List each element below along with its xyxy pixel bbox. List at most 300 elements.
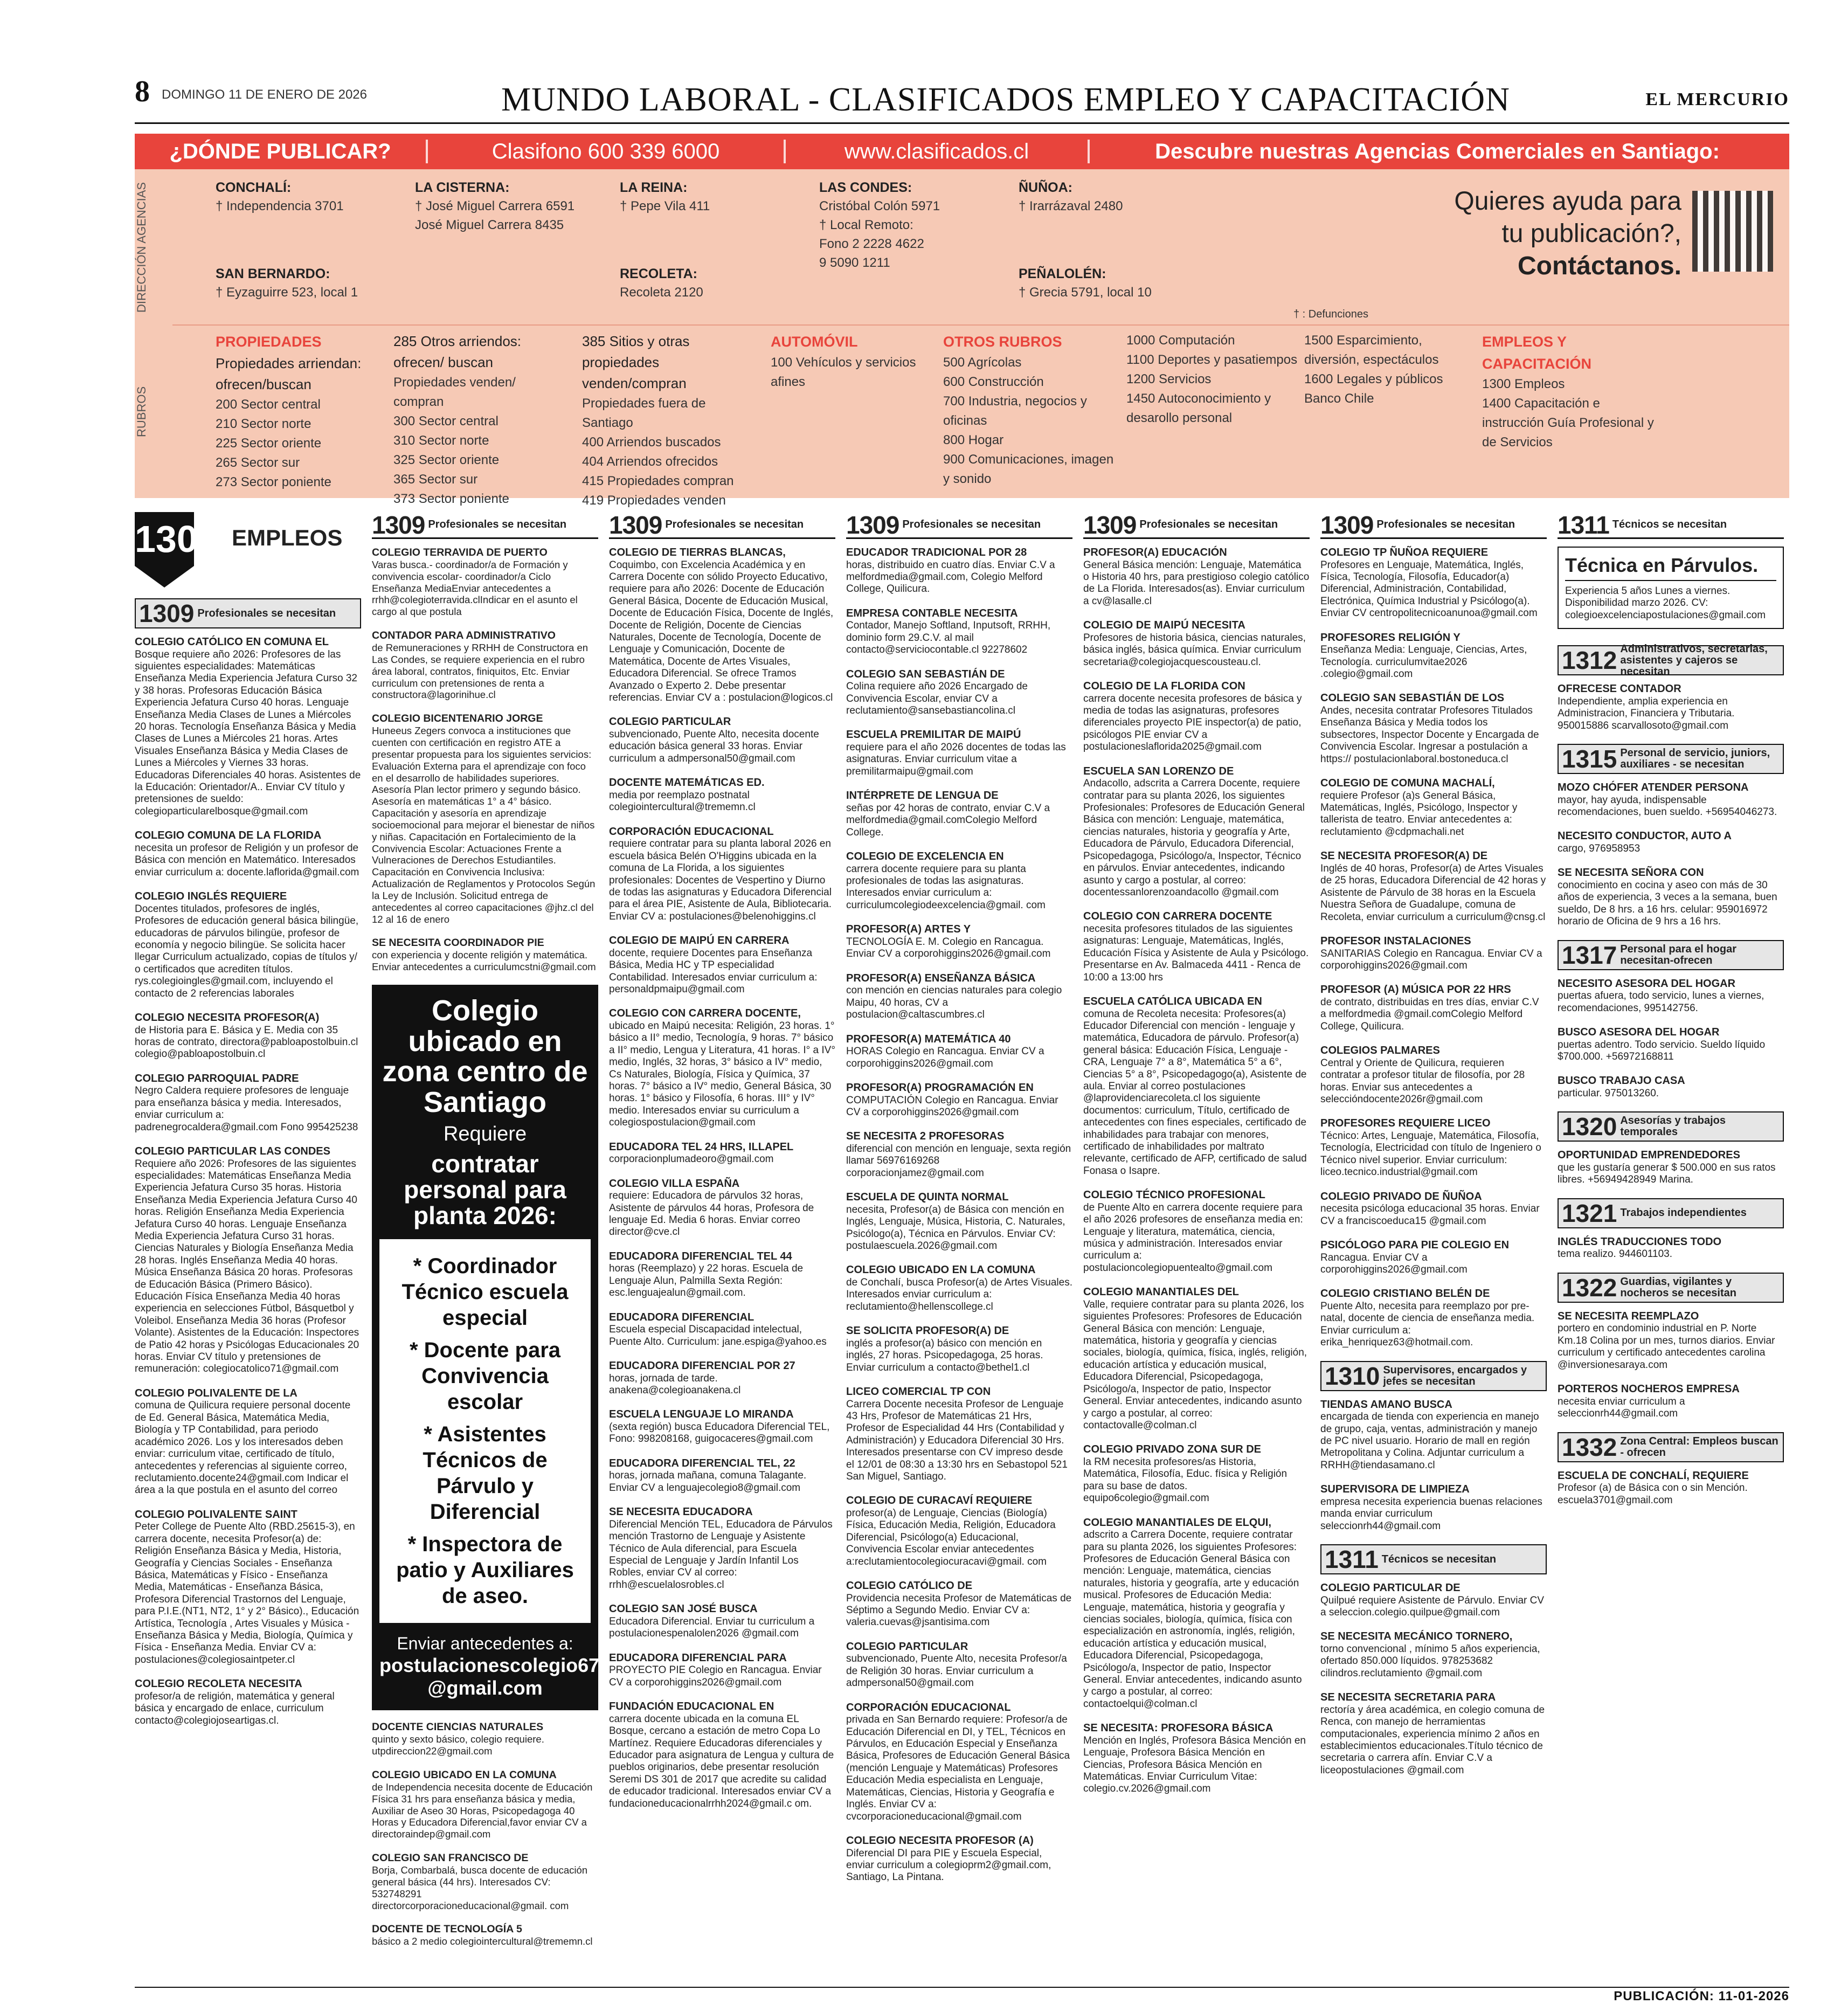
agency-address: † Grecia 5791, local 10 — [1019, 285, 1152, 300]
column-header — [1558, 512, 1784, 539]
boxed-ad-body: Experiencia 5 años Lunes a viernes. Disponibilidad marzo 2026. CV: colegioexcelenciapostulaciones@gmail.com — [1565, 585, 1766, 621]
rubro-item[interactable]: 900 Comunicaciones, imagen y sonido — [943, 452, 1114, 486]
classified-ad[interactable] — [846, 790, 1072, 839]
category-label: Trabajos independientes — [1620, 1207, 1747, 1219]
rubro-item[interactable]: 1200 Servicios — [1126, 372, 1212, 386]
classified-ad[interactable] — [1083, 680, 1310, 754]
ad-body: necesita enviar curriculum a seleccionrh44@gmail.com — [1558, 1395, 1685, 1420]
category-label: Técnicos se necesitan — [1612, 519, 1727, 530]
classified-ad[interactable] — [846, 1325, 1072, 1374]
column-header — [1083, 512, 1310, 539]
classified-ad[interactable] — [1320, 632, 1547, 681]
agency-address: † José Miguel Carrera 6591 — [415, 199, 575, 214]
category-label: Profesionales se necesitan — [197, 607, 336, 619]
classified-ad[interactable] — [372, 1923, 598, 1947]
ad-body: torno convencional , mínimo 5 años experiencia, ofertado 850.000 líquidos. 978253682 cilindros.reclutamiento @gmail.com — [1320, 1643, 1540, 1679]
agency-address: † Local Remoto: — [819, 218, 913, 233]
rubro-title: AUTOMÓVIL — [771, 334, 858, 350]
ad-heading: PROFESOR(A) ENSEÑANZA BÁSICA — [846, 972, 1036, 984]
classified-ad[interactable] — [846, 1082, 1072, 1118]
agency-name: ÑUÑOA: — [1019, 180, 1072, 195]
ad-heading: PSICÓLOGO PARA PIE COLEGIO EN — [1320, 1239, 1510, 1251]
agency-entry — [216, 178, 344, 216]
agency-entry — [620, 178, 710, 216]
ad-heading: COLEGIOS PALMARES — [1320, 1045, 1440, 1057]
section-title: MUNDO LABORAL - CLASIFICADOS EMPLEO Y CAPACITACIÓN — [501, 81, 1510, 118]
ad-body: Contador, Manejo Softland, Inputsoft, RRHH, dominio form 29.C.V. al mail contacto@serviciocontable.cl 92278602 — [846, 620, 1051, 656]
classified-ad[interactable] — [846, 729, 1072, 778]
agencies-heading: Descubre nuestras Agencias Comerciales en Santiago: — [1155, 139, 1720, 163]
classified-ad[interactable] — [372, 547, 598, 618]
boxed-ad-tecnica[interactable] — [1558, 547, 1784, 629]
classified-ad[interactable] — [609, 1360, 835, 1397]
rubro-item[interactable]: Propiedades venden/ compran — [393, 375, 516, 409]
category-number: 1320 — [1562, 1112, 1617, 1141]
rubro-group — [943, 331, 1116, 489]
ad-heading: EMPRESA CONTABLE NECESITA — [846, 607, 1018, 619]
category-number: 1309 — [1320, 510, 1374, 539]
rubro-item[interactable]: 419 Propiedades venden — [582, 493, 726, 508]
classified-ad[interactable] — [846, 1641, 1072, 1690]
classified-ad[interactable] — [1320, 1045, 1547, 1105]
ad-body: de Puente Alto en carrera docente requiere para el año 2026 profesores de enseñanza media en: Lenguaje y literatura, matemática, ciencia, música y administración. Interesados enviar curriculum a: postulacioncolegiopuentealto@gmail.com — [1083, 1201, 1303, 1274]
side-label-agencies: DIRECCIÓN AGENCIAS — [135, 182, 148, 313]
ad-body: de Historia para E. Básica y E. Media con 35 horas de contrato, directora@pabloapostolbuin.cl colegio@pabloapostolbuin.cl — [135, 1024, 358, 1060]
classified-ad[interactable] — [1083, 1517, 1310, 1711]
ad-heading: EDUCADORA DIFERENCIAL — [609, 1311, 755, 1323]
rubro-item[interactable]: 273 Sector poniente — [216, 474, 331, 489]
classified-ad[interactable] — [846, 851, 1072, 911]
section-number: 1300 — [135, 512, 194, 566]
rubro-subtitle: 285 Otros arriendos: ofrecen/ buscan — [393, 333, 522, 370]
ad-heading: ESCUELA PREMILITAR DE MAIPÚ — [846, 729, 1021, 741]
divider — [1088, 140, 1090, 163]
classified-ad[interactable] — [1320, 1691, 1547, 1777]
classified-ad[interactable] — [846, 923, 1072, 960]
qr-code-icon[interactable] — [1692, 191, 1773, 272]
position-item: * Inspectora de patio y Auxiliares de aseo. — [396, 1532, 574, 1608]
ad-heading: SE NECESITA MECÁNICO TORNERO, — [1320, 1630, 1513, 1643]
ad-heading: SE NECESITA COORDINADOR PIE — [372, 937, 544, 949]
ad-heading: SE NECESITA PROFESOR(A) DE — [1320, 850, 1488, 862]
category-header — [1320, 1544, 1547, 1574]
classified-ad[interactable] — [609, 1506, 835, 1591]
classified-ad[interactable] — [1558, 1383, 1784, 1420]
ad-heading: COLEGIO TERRAVIDA DE PUERTO — [372, 547, 548, 558]
agency-name: CONCHALÍ: — [216, 180, 292, 195]
ad-body: empresa necesita experiencia buenas relaciones manda enviar curriculum seleccionrh44@gmail.com — [1320, 1496, 1542, 1532]
classified-ad[interactable] — [1558, 1149, 1784, 1186]
ad-body: Bosque requiere año 2026: Profesores de las siguientes especialidades: Matemáticas Enseñanza Media Experiencia Jefatura Curso 32 y 38 horas. Profesoras Educación Básica Experiencia Jefatura Curso 40 horas. Lenguaje Enseñanza Media Clases de Lunes a Miércoles 20 horas. Tecnología Enseñanza Básica y Media Clases de Lunes a Miércoles 21 horas. Artes Visuales Enseñanza Básica y Media Clases de Lunes a Miércoles y Viernes 33 horas. Educadoras Diferenciales 40 horas. Asistentes de la Educación: Orientador/A.. Enviar CV título y pretensiones de sueldo: colegioparticularelbosque@gmail.com — [135, 648, 361, 817]
category-header — [1558, 940, 1784, 970]
ad-heading: COLEGIO BICENTENARIO JORGE — [372, 713, 543, 725]
ad-body: Rancagua. Enviar CV a corporohiggins2026@gmail.com — [1320, 1252, 1468, 1275]
ad-heading: COLEGIO SAN SEBASTIÁN DE — [846, 668, 1005, 680]
rubro-item[interactable]: 265 Sector sur — [216, 455, 300, 470]
agency-entry — [1019, 264, 1152, 302]
agency-entry — [415, 178, 575, 235]
rubro-item[interactable]: 200 Sector central — [216, 397, 321, 412]
ad-heading: COLEGIO CON CARRERA DOCENTE, — [609, 1007, 801, 1020]
ad-heading: EDUCADORA TEL 24 HRS, ILLAPEL — [609, 1141, 794, 1153]
classified-ad[interactable] — [372, 1721, 598, 1757]
classified-ad[interactable] — [1558, 683, 1784, 732]
classified-ad[interactable] — [846, 1702, 1072, 1823]
column-header — [846, 512, 1072, 539]
column-header — [1320, 512, 1547, 539]
ad-body: Borja, Combarbalá, busca docente de educación general básica (44 hrs). Interesados CV: 532748291 directorcorporacioneducacional@gmail. com — [372, 1864, 588, 1911]
rubro-item[interactable]: 400 Arriendos buscados — [582, 435, 721, 450]
rubro-item[interactable]: 600 Construcción — [943, 374, 1044, 389]
classified-ad[interactable] — [1320, 1117, 1547, 1178]
category-label: Profesionales se necesitan — [665, 519, 804, 530]
classified-ad[interactable] — [609, 1457, 835, 1494]
help-line: Quieres ayuda para — [1454, 187, 1681, 216]
classified-ad[interactable] — [1320, 1191, 1547, 1227]
ad-heading: COLEGIO POLIVALENTE SAINT — [135, 1508, 297, 1521]
ad-body: Independiente, amplia experiencia en Administracion, Financiera y Tributaria. 950015886 scarvallosoto@gmail.com — [1558, 695, 1735, 731]
classified-ad[interactable] — [1083, 1286, 1310, 1432]
category-number: 1317 — [1562, 941, 1617, 969]
display-ad-send: Enviar antecedentes a: — [397, 1634, 573, 1654]
classified-ad[interactable] — [609, 1141, 835, 1166]
classified-ad[interactable] — [135, 1678, 361, 1727]
classified-ad[interactable] — [1320, 1483, 1547, 1532]
ad-body: inglés a profesor(a) básico con mención en inglés, 27 horas. Psicopedagoga, 25 horas. Enviar curriculum a contacto@bethel1.cl — [846, 1337, 1043, 1373]
ad-heading: ESCUELA CATÓLICA UBICADA EN — [1083, 995, 1262, 1007]
classified-ad[interactable] — [609, 1250, 835, 1300]
ad-body: subvencionado, Puente Alto, necesita Profesor/a de Religión 30 horas. Enviar curriculum a admpersonal50@gmail.com — [846, 1653, 1067, 1689]
classified-ad[interactable] — [372, 1769, 598, 1840]
display-ad-email[interactable]: postulacionescolegio67 @gmail.com — [379, 1654, 600, 1699]
rubro-subtitle: 385 Sitios y otras propiedades venden/compran — [582, 333, 690, 391]
classified-ad[interactable] — [846, 972, 1072, 1021]
publish-bar — [135, 134, 1789, 169]
ad-body: Colina requiere año 2026 Encargado de Convivencia Escolar, enviar CV a reclutamiento@sansebastiancolina.cl — [846, 681, 1028, 717]
divider — [426, 140, 428, 163]
page-date: DOMINGO 11 DE ENERO DE 2026 — [162, 87, 367, 102]
ad-body: COMPUTACIÓN Colegio en Rancagua. Enviar CV a corporohiggins2026@gmail.com — [846, 1094, 1058, 1118]
rubro-group — [1482, 331, 1655, 452]
classifieds-columns — [135, 512, 1789, 1967]
classified-ad[interactable] — [609, 1652, 835, 1689]
classified-ad[interactable] — [1320, 1288, 1547, 1349]
classified-ad[interactable] — [609, 1311, 835, 1348]
rubro-item[interactable]: 225 Sector oriente — [216, 436, 322, 451]
ad-heading: PROFESORES REQUIERE LICEO — [1320, 1117, 1491, 1130]
classified-ad[interactable] — [135, 830, 361, 879]
ad-heading: PROFESOR(A) PROGRAMACIÓN EN — [846, 1081, 1034, 1094]
classified-ad[interactable] — [609, 1701, 835, 1810]
ad-body: General Básica mención: Lenguaje, Matemática o Historia 40 hrs, para prestigioso colegio católico de La Florida. Interesados(as). Enviar curriculum a cv@lasalle.cl — [1083, 559, 1310, 607]
ad-heading: PROFESOR(A) ARTES Y — [846, 923, 971, 936]
column-5 — [1083, 512, 1310, 1807]
ad-body: requiere para el año 2026 docentes de todas las asignaturas. Enviar curriculum vitae a premilitarmaipu@gmail.com — [846, 742, 1066, 777]
classified-ad[interactable] — [1320, 1582, 1547, 1619]
rubro-item[interactable]: 100 Vehículos y servicios afines — [771, 355, 916, 389]
classified-ad[interactable] — [135, 636, 361, 818]
ad-body: necesita psicóloga educacional 35 horas. Enviar CV a franciscoeduca15 @gmail.com — [1320, 1203, 1540, 1227]
classified-ad[interactable] — [846, 1386, 1072, 1483]
rubro-item[interactable]: 1300 Empleos — [1482, 377, 1565, 391]
agency-entry — [216, 264, 358, 302]
rubro-item[interactable]: 1600 Legales y públicos Banco Chile — [1304, 372, 1443, 406]
ad-heading: COLEGIO DE EXCELENCIA EN — [846, 851, 1004, 863]
classified-ad[interactable] — [1558, 867, 1784, 928]
agency-address: † Irarrázaval 2480 — [1019, 199, 1123, 214]
classified-ad[interactable] — [372, 937, 598, 973]
rubro-item[interactable]: 210 Sector norte — [216, 416, 312, 431]
rubro-item[interactable]: 1000 Computación — [1126, 333, 1235, 348]
classified-ad[interactable] — [1083, 765, 1310, 899]
ad-body: carrera docente necesita profesores de básica y media de todas las asignaturas, profesores diferenciales proyecto PIE inspector(a) de patio, psicólogos PIE enviar CV a postulacioneslaflorida2025@gmail.com — [1083, 693, 1302, 753]
ad-heading: PROFESOR(A) MATEMÁTICA 40 — [846, 1033, 1011, 1045]
ad-heading: COLEGIO CRISTIANO BELÉN DE — [1320, 1288, 1490, 1300]
classified-ad[interactable] — [1320, 1630, 1547, 1680]
category-header — [1558, 1198, 1784, 1228]
rubro-item[interactable]: 404 Arriendos ofrecidos — [582, 454, 718, 469]
ad-body: Valle, requiere contratar para su planta 2026, los siguientes Profesores: Profesores de Educación General Básica con mención: Lenguaje, matemática, historia y geografía y ciencias sociales, biología, química, física, inglés, religión, educación artística y educación musical, Educadora Diferencial, Psicopedagoga, Psicólogo/a, Inspector de patio, Inspector General. Enviar antecedentes, indicando asunto y cargo a postular, al correo: contactovalle@colman.cl — [1083, 1298, 1307, 1431]
ad-body: profesor(a) de Lenguaje, Ciencias (Biología) Física, Educación Media, Religión, Educadora Diferencial, Psicólogo(a) Educacional, Convivencia Escolar enviar antecedentes a:reclutamientocolegiocuracavi@gmail. com — [846, 1508, 1056, 1567]
ad-body: que les gustaría generar $ 500.000 en sus ratos libres. +56949428949 Marina. — [1558, 1162, 1776, 1186]
ad-heading: DOCENTE MATEMÁTICAS ED. — [609, 777, 765, 789]
ad-heading: COLEGIO MANANTIALES DE ELQUI, — [1083, 1516, 1271, 1529]
ad-heading: COLEGIO PRIVADO DE ÑUÑOA — [1320, 1190, 1482, 1203]
classified-ad[interactable] — [846, 1835, 1072, 1884]
ad-heading: EDUCADORA DIFERENCIAL TEL 44 — [609, 1250, 792, 1262]
empleos-section-marker — [135, 512, 361, 593]
classified-ad[interactable] — [372, 1852, 598, 1911]
classified-ad[interactable] — [609, 1603, 835, 1640]
classified-ad[interactable] — [846, 547, 1072, 596]
ad-heading: COLEGIO PRIVADO ZONA SUR DE — [1083, 1443, 1262, 1456]
display-ad-subtitle: Requiere — [443, 1122, 527, 1145]
ad-heading: COLEGIO VILLA ESPAÑA — [609, 1177, 740, 1190]
classified-ad[interactable] — [372, 630, 598, 701]
category-number: 1321 — [1562, 1199, 1617, 1227]
column-2 — [372, 512, 598, 1959]
ad-body: cargo, 976958953 — [1558, 843, 1641, 855]
ad-body: Escuela especial Discapacidad intelectual, Puente Alto. Curriculum: jane.espiga@yahoo.es — [609, 1324, 827, 1347]
classified-ad[interactable] — [609, 935, 835, 996]
classified-ad[interactable] — [1320, 777, 1547, 838]
classified-ad[interactable] — [846, 668, 1072, 717]
classified-ad[interactable] — [609, 1007, 835, 1129]
ad-body: Diferencial Mención TEL, Educadora de Párvulos mención Trastorno de Lenguaje y Asistente Técnico de Aula diferencial, para Escuela Especial de Lenguaje y Jardín Infantil Los Robles, enviar CV al correo: rrhh@escuelalosrobles.cl — [609, 1518, 833, 1591]
classified-ad[interactable] — [609, 777, 835, 813]
display-ad-colegio[interactable] — [372, 985, 598, 1710]
classified-ad[interactable] — [609, 1178, 835, 1239]
ad-body: necesita profesores titulados de las siguientes asignaturas: Lenguaje, Matemáticas, Inglés, Educación Física y Asistente de Aula y Psicólogo. Presentarse en Av. Balmaceda 4411 - Renca de 10:00 a 13:00 hrs — [1083, 923, 1309, 983]
ad-heading: COLEGIO CATÓLICO EN COMUNA EL — [135, 636, 329, 648]
classified-ad[interactable] — [1320, 692, 1547, 765]
classified-ad[interactable] — [1558, 830, 1784, 855]
ad-body: Quilpué requiere Asistente de Párvulo. Enviar CV a seleccion.colegio.quilpue@gmail.com — [1320, 1594, 1545, 1619]
rubro-item[interactable]: 800 Hogar — [943, 432, 1004, 447]
classified-ad[interactable] — [1083, 1722, 1310, 1795]
category-number: 1315 — [1562, 745, 1617, 773]
classified-ad[interactable] — [1320, 935, 1547, 972]
classified-ad[interactable] — [1320, 1239, 1547, 1276]
agency-address: 9 5090 1211 — [819, 255, 890, 270]
footer-rule — [135, 1987, 1789, 1988]
classified-ad[interactable] — [1558, 782, 1784, 818]
classified-ad[interactable] — [1083, 996, 1310, 1177]
ad-heading: SUPERVISORA DE LIMPIEZA — [1320, 1483, 1470, 1496]
website-link[interactable]: www.clasificados.cl — [844, 139, 1029, 163]
classified-ad[interactable] — [1083, 910, 1310, 984]
classified-ad[interactable] — [609, 826, 835, 923]
classified-ad[interactable] — [1083, 1443, 1310, 1504]
category-header — [1558, 1432, 1784, 1462]
agency-address: Recoleta 2120 — [620, 285, 703, 300]
agency-address: Cristóbal Colón 5971 — [819, 199, 940, 214]
category-number: 1311 — [1558, 510, 1609, 539]
classified-ad[interactable] — [846, 607, 1072, 657]
category-number: 1309 — [846, 510, 899, 539]
ad-body: requiere contratar para su planta laboral 2026 en escuela básica Belén O'Higgins ubicada en la comuna de La Florida, a los siguientes profesionales: Docentes de Vespertino y Diurno de todas las asignaturas y Educadora Diferencial para el área PIE, Asistente de Aula, Bibliotecaria. Enviar CV a: postulaciones@belenohiggins.cl — [609, 838, 832, 922]
ad-heading: SE NECESITA EDUCADORA — [609, 1506, 753, 1518]
ad-body: carrera docente requiere para su planta profesionales de todas las asignaturas. Interesados enviar curriculum a: curriculumcolegiodeexcelencia@gmail. com — [846, 863, 1046, 911]
classified-ad[interactable] — [135, 1145, 361, 1376]
rubro-item[interactable]: 1100 Deportes y pasatiempos — [1126, 353, 1298, 367]
category-header — [1558, 642, 1784, 678]
classified-ad[interactable] — [1558, 1236, 1784, 1261]
classified-ad[interactable] — [135, 1073, 361, 1134]
rubro-title: EMPLEOS Y CAPACITACIÓN — [1482, 334, 1591, 372]
category-label: Zona Central: Empleos buscan - ofrecen — [1620, 1435, 1778, 1459]
rubro-group — [393, 331, 566, 509]
ad-body: comuna de Recoleta necesita: Profesores(a) Educador Diferencial con mención - lenguaje y matemática, Educadora de párvulo. Profesor(a) general básica: Educación Física, Lenguaje - CRA, Lenguaje 7° a 8°, Matemática 5° a 6°, Ciencias 5° a 8°, Psicopedagogo(a), Asistente de aula. Enviar al correo postulaciones @laprovidenciarecoleta.cl los siguiente documentos: curriculum, Título, certificado de antecedentes con fines especiales, certificado de inhabilidades para trabajar con menores, certificado de inhabilidades por maltrato relevante, certificado de AFP, certificado de salud Fonasa o Isapre. — [1083, 1008, 1307, 1177]
display-ad-title: Colegio ubicado en zona centro de Santiago — [382, 994, 588, 1119]
ad-heading: COLEGIO TP ÑUÑOA REQUIERE — [1320, 547, 1489, 558]
ad-heading: COLEGIO CATÓLICO DE — [846, 1580, 973, 1592]
ad-heading: MOZO CHÓFER ATENDER PERSONA — [1558, 782, 1749, 794]
rubro-item[interactable]: 1500 Esparcimiento, diversión, espectáculos — [1304, 333, 1439, 367]
category-label: Supervisores, encargados y jefes se necesitan — [1383, 1364, 1527, 1387]
classified-ad[interactable] — [372, 713, 598, 925]
rubro-item[interactable]: 1400 Capacitación e instrucción Guía Profesional y de Servicios — [1482, 396, 1654, 450]
column-header — [372, 512, 598, 539]
classified-ad[interactable] — [609, 1408, 835, 1445]
ad-body: Docentes titulados, profesores de inglés, Profesores de educación general básica bilingüe, educadoras de párvulos bilingüe, profesor de economía y negocio bilingüe. Se solicita hacer llegar Curriculum actualizado, copias de títulos y/ o certificados que acrediten títulos. rys.colegioingles@gmail.com, incluyendo el contacto de 2 referencias laborales — [135, 903, 359, 999]
category-header — [1558, 1273, 1784, 1303]
rubro-group — [1126, 331, 1299, 428]
rubro-item[interactable]: Propiedades fuera de Santiago — [582, 396, 706, 430]
rubro-item[interactable]: 415 Propiedades compran — [582, 474, 734, 488]
classified-ad[interactable] — [1083, 1189, 1310, 1274]
category-header — [135, 598, 361, 628]
category-number: 1322 — [1562, 1273, 1617, 1302]
classified-ad[interactable] — [135, 1012, 361, 1061]
ad-body: de contrato, distribuidas en tres días, enviar C.V a melfordmedia @gmail.comColegio Melford College, Quilicura. — [1320, 996, 1539, 1032]
ad-heading: DOCENTE CIENCIAS NATURALES — [372, 1721, 544, 1733]
ad-body: (sexta región) busca Educadora Diferencial TEL, Fono: 998208168, guigocaceres@gmail.com — [609, 1421, 830, 1445]
side-label-rubros: RUBROS — [135, 386, 148, 438]
ad-body: profesor/a de religión, matemática y general básica y encargado de enlace, curriculum contacto@colegiojoseartigas.cl. — [135, 1690, 335, 1726]
ad-body: Técnico: Artes, Lenguaje, Matemática, Filosofía, Tecnología, Electricidad con título de Ingeniero o Técnico nivel superior. Enviar curriculum: liceo.tecnico.industrial@gmail.com — [1320, 1130, 1541, 1178]
rubro-item[interactable]: 300 Sector central — [393, 414, 499, 429]
ad-heading: INTÉRPRETE DE LENGUA DE — [846, 790, 999, 802]
rubro-item[interactable]: 700 Industria, negocios y oficinas — [943, 393, 1087, 428]
ad-body: de Independencia necesita docente de Educación Física 31 hrs para enseñanza básica y media, Auxiliar de Aseo 30 Horas, Psicopedagoga 40 Horas y Educadora Diferencial,favor enviar CV a directoraindep@gmail.com — [372, 1781, 593, 1840]
classified-ad[interactable] — [846, 1495, 1072, 1568]
ad-heading: COLEGIO CON CARRERA DOCENTE — [1083, 910, 1272, 923]
classified-ad[interactable] — [846, 1033, 1072, 1070]
ad-heading: COLEGIO DE CURACAVÍ REQUIERE — [846, 1495, 1033, 1507]
column-4 — [846, 512, 1072, 1896]
agency-address: Fono 2 2228 4622 — [819, 236, 924, 251]
classified-ad[interactable] — [846, 1580, 1072, 1629]
ad-body: Peter College de Puente Alto (RBD.25615-3), en carrera docente, necesita Profesor(a) de: Religión Enseñanza Básica y Media, Historia, Geografía y Ciencias Sociales - Enseñanza Básica, Matemáticas y Físico - Enseñanza Media, Matemáticas - Enseñanza Básica, Profesora Diferencial Trastornos del Lenguaje, para P.I.E.(NT1, NT2, 1° y 2° Básico)., Educación Artística, Tecnología , Artes Visuales y Música - Enseñanza Básica y Media, Biología, Química y Física - Enseñanza Media. Enviar CV a: postulaciones@colegiosaintpeter.cl — [135, 1521, 359, 1666]
rubro-item[interactable]: 365 Sector sur — [393, 472, 478, 487]
classified-ad[interactable] — [846, 1130, 1072, 1179]
classified-ad[interactable] — [1083, 619, 1310, 668]
category-number: 1309 — [609, 510, 662, 539]
rubro-item[interactable]: 1450 Autoconocimiento y desarollo personal — [1126, 391, 1271, 425]
rubro-title: OTROS RUBROS — [943, 334, 1062, 350]
category-header — [1320, 1361, 1547, 1391]
rubro-item[interactable]: 373 Sector poniente — [393, 492, 509, 506]
ad-body: Puente Alto, necesita para reemplazo por pre-natal, docente de ciencia de enseñanza media. Enviar curriculum a: erika_henriquez63@hotmail.com. — [1320, 1300, 1535, 1349]
classified-ad[interactable] — [1320, 850, 1547, 923]
ad-heading: ESCUELA SAN LORENZO DE — [1083, 765, 1234, 777]
display-ad-positions — [379, 1239, 591, 1623]
ad-heading: COLEGIO PARTICULAR — [846, 1640, 968, 1653]
ad-heading: COLEGIO DE TIERRAS BLANCAS, — [609, 547, 786, 558]
ad-body: particular. 975013260. — [1558, 1088, 1659, 1100]
classified-ad[interactable] — [135, 1509, 361, 1666]
ad-heading: COLEGIO PARTICULAR — [609, 716, 731, 728]
classified-ad[interactable] — [1083, 547, 1310, 607]
classified-ad[interactable] — [1558, 1075, 1784, 1100]
clasifono-phone[interactable]: Clasifono 600 339 6000 — [492, 139, 720, 163]
classified-ad[interactable] — [609, 547, 835, 704]
classified-ad[interactable] — [1320, 984, 1547, 1033]
ad-heading: EDUCADORA DIFERENCIAL PARA — [609, 1651, 787, 1664]
classified-ad[interactable] — [135, 890, 361, 1000]
help-line[interactable]: Contáctanos. — [1517, 252, 1681, 280]
classified-ad[interactable] — [1558, 1026, 1784, 1063]
rubro-item[interactable]: 500 Agrícolas — [943, 355, 1022, 370]
ad-heading: CONTADOR PARA ADMINISTRATIVO — [372, 630, 556, 642]
ad-body: Requiere año 2026: Profesores de las siguientes especialidades: Matemáticas Enseñanza Media Experiencia Jefatura Curso 35 horas. Historia Enseñanza Media Experiencia Jefatura Curso 40 horas. Religión Enseñanza Media Experiencia Jefatura Curso 40 horas. Lenguaje Enseñanza Media Experiencia Jefatura Curso 31 horas. Ciencias Naturales y Biología Enseñanza Media 28 horas. Inglés Enseñanza Media 40 horas. Música Enseñanza Básica 20 horas. Profesoras de Educación Básica (Primero Básico). Educación Física Enseñanza Media 40 horas experiencia en selecciones Fútbol, Básquetbol y Voleibol. Enseñanza Media 36 horas (Profesor Volante). Asistentes de la Educación: Inspectores de Patio 42 horas y Psicólogas Educacionales 20 horas. Enviar CV título y pretensiones de remuneración: colegiocatolico71@gmail.com — [135, 1158, 359, 1375]
ad-body: comuna de Quilicura requiere personal docente de Ed. General Básica, Matemática Media, Biología y TP Contabilidad, para periodo académico 2026. Los y los interesados deben enviar: curriculum vitae, certificado de título, antecedentes y referencias al siguiente correo, reclutamiento.docente24@gmail.com Indicar el área a la que postula en el asunto del correo — [135, 1400, 351, 1496]
classified-ad[interactable] — [1558, 978, 1784, 1014]
category-number: 1310 — [1325, 1362, 1380, 1390]
classified-ad[interactable] — [846, 1264, 1072, 1313]
ad-body: de Conchalí, busca Profesor(a) de Artes Visuales. Interesados enviar curriculum a: reclutamiento@hellenscollege.cl — [846, 1276, 1072, 1312]
ad-body: encargada de tienda con experiencia en manejo de grupo, caja, ventas, administración y manejo de PC nivel usuario. Horario de mall en región Metropolitana y Colina. Adjuntar curriculum a RRHH@tiendasamano.cl — [1320, 1411, 1539, 1471]
agency-address: † Pepe Vila 411 — [620, 199, 710, 214]
classified-ad[interactable] — [1558, 1310, 1784, 1371]
classified-ad[interactable] — [1320, 547, 1547, 620]
classified-ad[interactable] — [135, 1387, 361, 1497]
ad-heading: SE NECESITA 2 PROFESORAS — [846, 1130, 1005, 1143]
classified-ad[interactable] — [1320, 1399, 1547, 1472]
category-number: 1309 — [139, 599, 195, 627]
rubro-item[interactable]: 310 Sector norte — [393, 433, 489, 448]
ad-heading: COLEGIO COMUNA DE LA FLORIDA — [135, 830, 322, 842]
classified-ad[interactable] — [609, 716, 835, 765]
classified-ad[interactable] — [1558, 1470, 1784, 1507]
rubro-item[interactable]: 325 Sector oriente — [393, 453, 500, 467]
category-label: Personal para el hogar necesitan-ofrecen — [1620, 943, 1736, 966]
ad-body: necesita, Profesor(a) de Básica con mención en Inglés, Lenguaje, Música, Historia, C. Naturales, Psicólogo(a), Técnica en Párvulos. Enviar CV: postulaescuela.2026@gmail.com — [846, 1204, 1065, 1252]
classified-ad[interactable] — [846, 1191, 1072, 1252]
ad-heading: COLEGIO UBICADO EN LA COMUNA — [372, 1768, 557, 1781]
boxed-ad-title: Técnica en Párvulos. — [1565, 554, 1776, 581]
